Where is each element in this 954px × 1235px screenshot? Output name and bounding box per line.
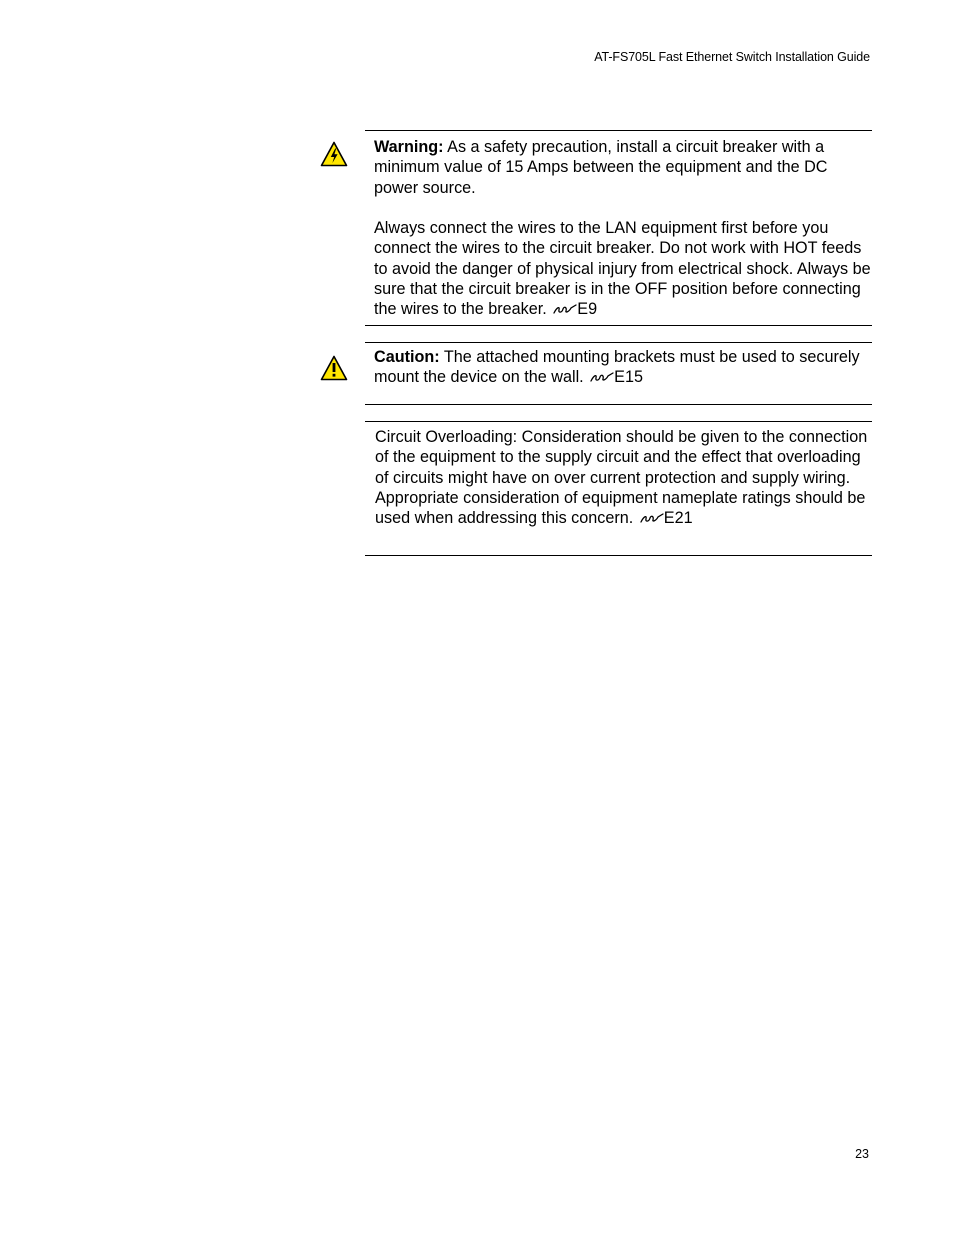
caution-notice [365,342,872,405]
warning-notice [365,130,872,326]
circuit-overloading-notice [365,421,872,556]
overload-reference: E21 [663,509,693,528]
caution-reference: E15 [614,368,643,387]
overload-paragraph [375,427,872,528]
caution-label: Caution: [374,348,440,366]
warning-reference: E9 [577,300,598,319]
warning-paragraph-1 [374,137,872,198]
translation-reference-icon [553,303,577,315]
electrical-hazard-icon [320,141,348,167]
overload-text: Circuit Overloading: Consideration should be given to the connection of the equipment to the supply circuit and the effect that overloading of circuits might have on over current protection and supply wiring. Appropriate consideration of equipment nameplate ratings should be used when addressing this concern. [375,428,868,528]
caution-icon [320,355,348,381]
warning-text-1: As a safety precaution, install a circuit breaker with a minimum value of 15 Amps between the equipment and the DC power source. [374,138,828,197]
page-number: 23 [855,1147,869,1161]
running-header: AT-FS705L Fast Ethernet Switch Installation Guide [594,50,870,64]
caution-text: The attached mounting brackets must be used to securely mount the device on the wall. [374,348,860,387]
translation-reference-icon [640,512,664,524]
caution-paragraph [374,347,872,388]
warning-text-2: Always connect the wires to the LAN equipment first before you connect the wires to the circuit breaker. Do not work with HOT feeds to avoid the danger of physical injury from electrical shock. Always be sure that the circuit breaker is in the OFF position before connecting the wires to the breaker. [374,219,871,319]
translation-reference-icon [590,371,614,383]
warning-label: Warning: [374,138,444,156]
warning-paragraph-2 [374,218,872,319]
